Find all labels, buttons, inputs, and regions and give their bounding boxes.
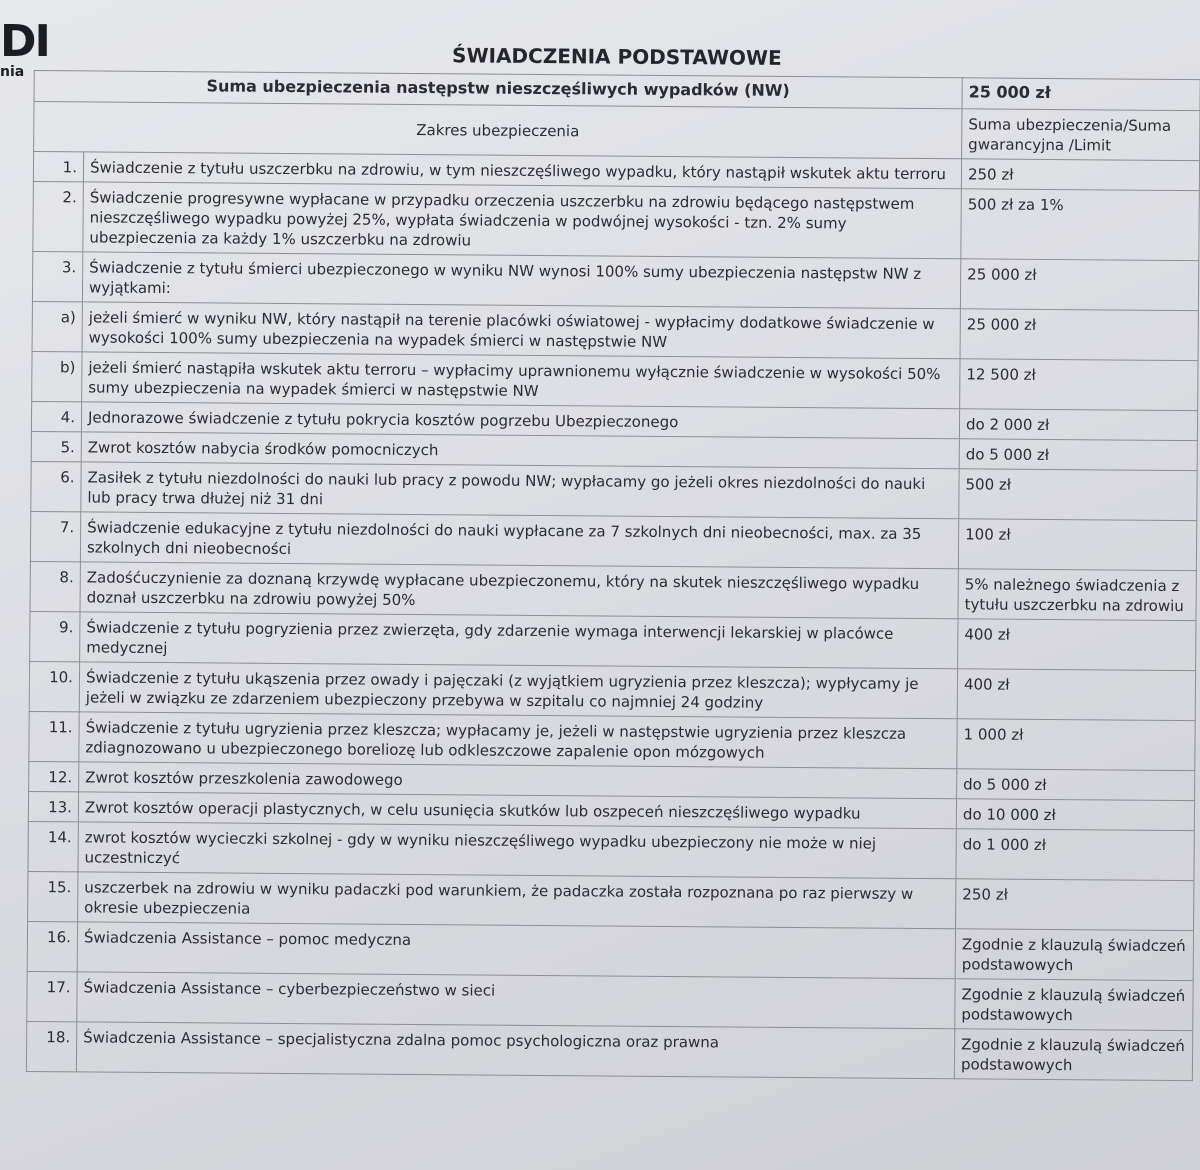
row-description: Świadczenie edukacyjne z tytułu niezdolności do nauki wypłacane za 7 szkolnych dni nieobecności, max. za 35 szkolnych dni nieobecności [80, 512, 958, 569]
row-number: 5. [31, 431, 81, 461]
row-number: 2. [33, 181, 84, 251]
row-limit-value: do 5 000 zł [959, 439, 1197, 471]
row-number: 4. [31, 401, 81, 431]
table-row [32, 301, 1198, 360]
table-row [32, 251, 1198, 310]
table-row [32, 351, 1198, 410]
table-row [29, 661, 1195, 720]
table-row [30, 511, 1196, 570]
row-limit-value: Zgodnie z klauzulą świadczeń podstawowych [955, 929, 1193, 981]
row-number: b) [32, 351, 82, 401]
row-description: Świadczenie z tytułu pogryzienia przez zwierzęta, gdy zdarzenie wymaga interwencji lekarskiej w placówce medycznej [80, 612, 958, 669]
row-number: 16. [27, 921, 77, 971]
row-limit-value: 5% należnego świadczenia z tytułu uszczerbku na zdrowiu [958, 569, 1196, 621]
row-number: 18. [26, 1021, 76, 1071]
row-description: jeżeli śmierć w wyniku NW, który nastąpił na terenie placówki oświatowej - wypłacimy dodatkowe świadczenie w wysokości 100% sumy ubezpieczenia na wypadek śmierci w następstwie NW [82, 302, 960, 359]
row-number: 6. [31, 461, 81, 511]
table-row [33, 181, 1200, 260]
row-number: 13. [28, 791, 78, 821]
table-row [27, 921, 1193, 980]
row-limit-value: 1 000 zł [957, 719, 1195, 771]
benefits-document [26, 40, 1200, 1081]
table-row [28, 821, 1194, 880]
row-description: Świadczenia Assistance – cyberbezpieczeństwo w sieci [77, 972, 955, 1029]
row-number: 12. [29, 761, 79, 791]
row-limit-value: do 1 000 zł [956, 829, 1194, 881]
row-number: 8. [30, 561, 80, 611]
row-limit-value: Zgodnie z klauzulą świadczeń podstawowych [955, 979, 1193, 1031]
row-description: Świadczenie z tytułu ugryzienia przez kleszcza; wypłacamy je, jeżeli w następstwie ugryzienia przez kleszcza zdiagnozowano u ubezpieczonego boreliozę lub odkleszczowe zapalenie opon mózgowych [79, 712, 957, 769]
row-limit-value: 500 zł za 1% [961, 189, 1200, 261]
row-number: 17. [27, 971, 77, 1021]
row-limit-value: Zgodnie z klauzulą świadczeń podstawowych [954, 1029, 1192, 1081]
table-row [26, 1021, 1192, 1080]
row-description: Świadczenie z tytułu ukąszenia przez owady i pajęczaki (z wyjątkiem ugryzienia przez kleszcza); wypłycamy je jeżeli w związku ze zdarzeniem ubezpieczony przebywa w szpitalu co najmniej 24 godziny [79, 662, 957, 719]
row-number: 10. [29, 661, 79, 711]
row-limit-value: 500 zł [959, 469, 1197, 521]
table-row [30, 611, 1196, 670]
row-description: uszczerbek na zdrowiu w wyniku padaczki pod warunkiem, że padaczka została rozpoznana po raz pierwszy w okresie ubezpieczenia [78, 872, 956, 929]
row-description: Świadczenia Assistance – specjalistyczna zdalna pomoc psychologiczna oraz prawna [76, 1022, 954, 1079]
row-description: Świadczenie z tytułu uszczerbku na zdrowiu, w tym nieszczęśliwego wypadku, który nastąpił wskutek aktu terroru [83, 152, 961, 189]
row-description: Świadczenie z tytułu śmierci ubezpieczonego w wyniku NW wynosi 100% sumy ubezpieczenia następstw NW z wyjątkami: [82, 252, 960, 309]
row-limit-value: do 2 000 zł [959, 409, 1197, 441]
row-description: Zwrot kosztów operacji plastycznych, w celu usunięcia skutków lub oszpeceń nieszczęśliwego wypadku [78, 792, 956, 829]
row-number: 3. [32, 251, 82, 301]
scope-header: Zakres ubezpieczenia [34, 102, 962, 159]
row-description: Zwrot kosztów przeszkolenia zawodowego [79, 762, 957, 799]
row-limit-value: 400 zł [957, 669, 1195, 721]
table-row [29, 711, 1195, 770]
table-row [31, 461, 1197, 520]
row-limit-value: 25 000 zł [960, 309, 1198, 361]
row-limit-value: 12 500 zł [960, 359, 1198, 411]
column-header-row [34, 102, 1200, 161]
row-description: zwrot kosztów wycieczki szkolnej - gdy w wyniku nieszczęśliwego wypadku ubezpieczony nie może w niej uczestniczyć [78, 822, 956, 879]
row-description: Jednorazowe świadczenie z tytułu pokrycia kosztów pogrzebu Ubezpieczonego [81, 402, 959, 439]
row-limit-value: do 10 000 zł [956, 799, 1194, 831]
logo-caption: nia [0, 64, 25, 80]
row-number: 9. [30, 611, 80, 661]
row-number: 14. [28, 821, 78, 871]
row-limit-value: 400 zł [958, 619, 1196, 671]
row-number: a) [32, 301, 82, 351]
row-number: 7. [30, 511, 80, 561]
row-description: Zasiłek z tytułu niezdolności do nauki lub pracy z powodu NW; wypłacamy go jeżeli okres niezdolności do nauki lub pracy trwa dłużej niż 31 dni [81, 462, 959, 519]
company-logo: DI [0, 16, 49, 67]
row-limit-value: 100 zł [958, 519, 1196, 571]
row-limit-value: do 5 000 zł [957, 769, 1195, 801]
row-description: jeżeli śmierć nastąpiła wskutek aktu terroru – wypłacimy uprawnionemu wyłącznie świadczenie w wysokości 50% sumy ubezpieczenia na wypadek śmierci w następstwie NW [82, 352, 960, 409]
row-description: Świadczenie progresywne wypłacane w przypadku orzeczenia uszczerbku na zdrowiu będącego następstwem nieszczęśliwego wypadku powyżej 25%, wypłata świadczenia w podwójnej wysokości - tzn. 2% sumy ubezpieczenia za każdy 1% uszczerbku na zdrowiu [83, 182, 962, 259]
row-description: Zadośćuczynienie za doznaną krzywdę wypłacane ubezpieczonemu, który na skutek nieszczęśliwego wypadku doznał uszczerbku na zdrowiu powyżej 50% [80, 562, 958, 619]
row-description: Zwrot kosztów nabycia środków pomocniczych [81, 432, 959, 469]
benefits-table [26, 70, 1200, 1081]
document-title: ŚWIADCZENIA PODSTAWOWE [452, 43, 782, 70]
row-limit-value: 250 zł [961, 159, 1199, 191]
sum-insured-label: Suma ubezpieczenia następstw nieszczęśliwych wypadków (NW) [34, 71, 962, 109]
table-row [30, 561, 1196, 620]
row-limit-value: 25 000 zł [960, 259, 1198, 311]
row-number: 11. [29, 711, 79, 761]
limit-header: Suma ubezpieczenia/Suma gwarancyjna /Limit [962, 109, 1200, 161]
row-number: 1. [33, 152, 83, 182]
row-limit-value: 250 zł [956, 879, 1194, 931]
row-description: Świadczenia Assistance – pomoc medyczna [77, 922, 955, 979]
row-number: 15. [28, 871, 78, 921]
table-row [28, 871, 1194, 930]
sum-insured-value: 25 000 zł [962, 78, 1200, 111]
table-row [27, 971, 1193, 1030]
